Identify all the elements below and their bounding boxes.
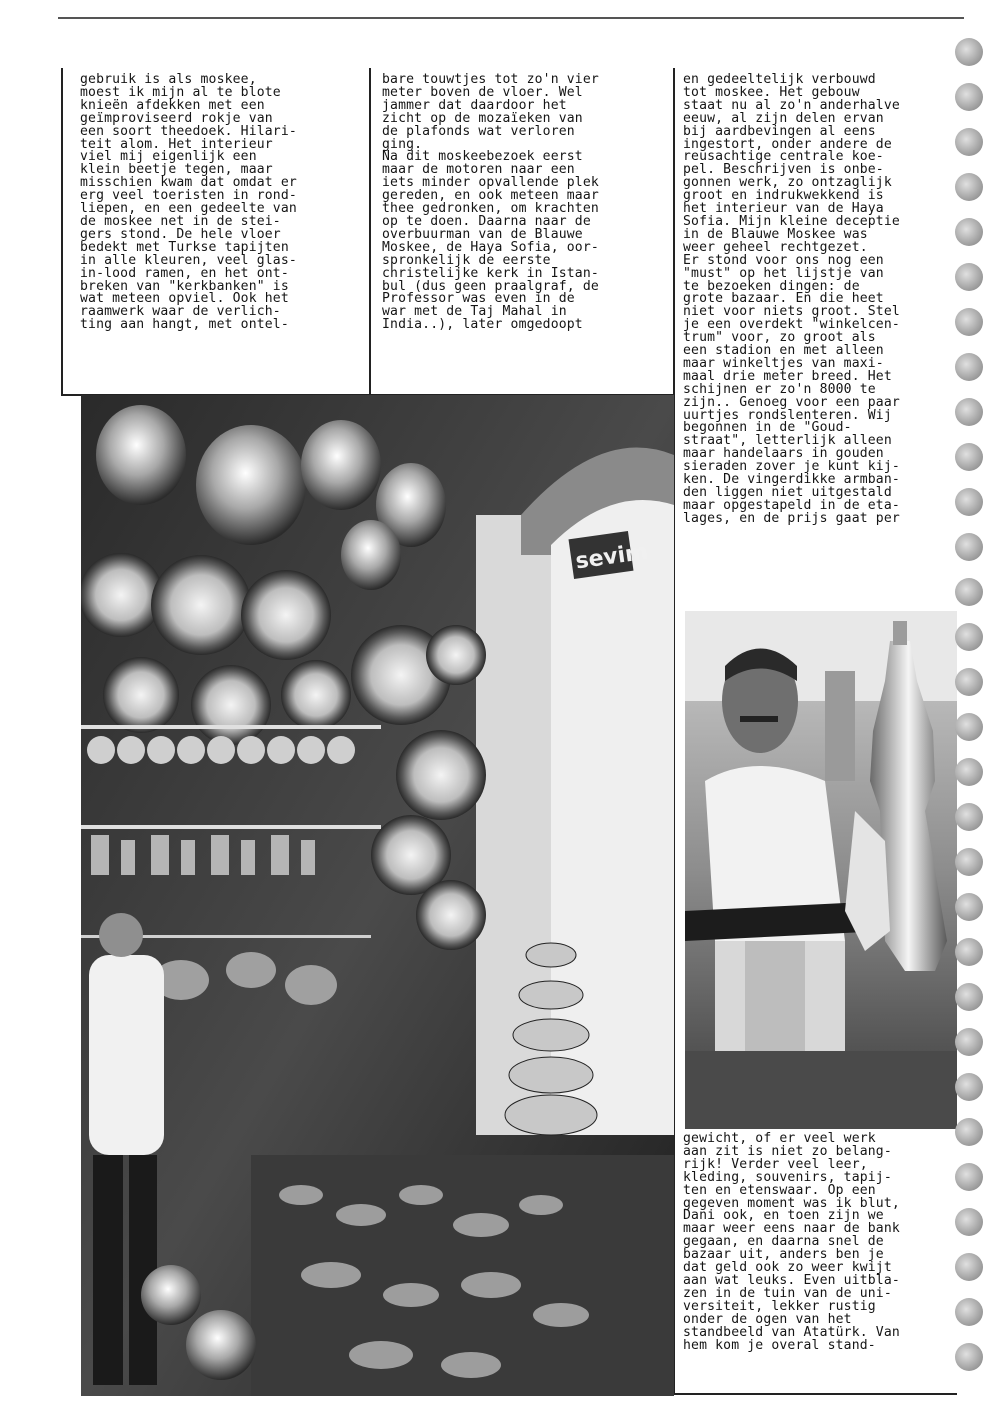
binder-hole	[955, 1343, 983, 1371]
binder-holes	[955, 38, 989, 1404]
text-line: bare touwtjes tot zo'n vier	[382, 72, 599, 87]
text-line: iets minder opvallende plek	[382, 175, 599, 191]
binder-hole	[955, 443, 983, 471]
binder-hole	[955, 758, 983, 786]
text-line: standbeeld van Atatürk. Van	[683, 1324, 900, 1340]
text-line: bul (dus geen praalgraf, de	[382, 278, 599, 294]
text-line: zen in de tuin van de uni-	[683, 1285, 892, 1301]
text-line: Dani ook, en toen zijn we	[683, 1208, 884, 1224]
text-line: India..), later omgedoopt	[382, 317, 583, 333]
text-line: rijk! Verder veel leer,	[683, 1156, 868, 1172]
text-line: de plafonds wat verloren	[382, 123, 575, 139]
text-line: erg veel toeristen in rond-	[80, 188, 297, 204]
binder-hole	[955, 1073, 983, 1101]
text-line: overbuurman van de Blauwe	[382, 226, 583, 242]
text-line: meter boven de vloer. Wel	[382, 84, 583, 100]
binder-hole	[955, 803, 983, 831]
bazaar-man-portrait-photo	[685, 611, 957, 1129]
text-line: in alle kleuren, veel glas-	[80, 252, 297, 268]
binder-hole	[955, 848, 983, 876]
text-line: grote bazaar. En die heet	[683, 291, 884, 307]
text-column-left	[80, 74, 297, 332]
binder-hole	[955, 398, 983, 426]
text-line: breken van "kerkbanken" is	[80, 278, 289, 294]
binder-hole	[955, 38, 983, 66]
text-line: sieraden zover je kunt kij-	[683, 459, 900, 475]
text-line: misschien kwam dat omdat er	[80, 175, 297, 191]
text-line: gebruik is als moskee,	[80, 72, 257, 87]
text-line: versiteit, lekker rustig	[683, 1298, 876, 1314]
text-line: gereden, en ook meteen maar	[382, 188, 599, 204]
text-line: straat", letterlijk alleen	[683, 433, 892, 449]
text-line: gewicht, of er veel werk	[683, 1131, 876, 1146]
text-line: niet voor niets groot. Stel	[683, 304, 900, 320]
text-line: bedekt met Turkse tapijten	[80, 239, 289, 255]
text-line: bazaar uit, anders ben je	[683, 1247, 884, 1263]
text-column-middle	[382, 74, 599, 332]
binder-hole	[955, 1118, 983, 1146]
binder-hole	[955, 218, 983, 246]
text-line: gegaan, en daarna snel de	[683, 1234, 884, 1250]
text-line: trum" voor, zo groot als	[683, 330, 876, 346]
text-line: den liggen niet uitgestald	[683, 485, 892, 500]
text-line: op te doen. Daarna naar de	[382, 213, 591, 229]
binder-hole	[955, 938, 983, 966]
text-line: bij aardbevingen al eens	[683, 123, 876, 139]
text-line: te bezoeken dingen: de	[683, 278, 860, 294]
text-line: klein beetje tegen, maar	[80, 162, 273, 178]
text-line: aan wat leuks. Even uitbla-	[683, 1272, 900, 1288]
text-line: Na dit moskeebezoek eerst	[382, 149, 583, 165]
text-line: maar weer eens naar de bank	[683, 1221, 900, 1237]
shop-sign-text: sevim	[574, 539, 650, 575]
text-line: Professor was even in de	[382, 291, 575, 307]
text-line: liepen, en een gedeelte van	[80, 201, 297, 217]
text-line: maar opgestapeld in de eta-	[683, 497, 900, 513]
binder-hole	[955, 983, 983, 1011]
text-line: eeuw, al zijn delen ervan	[683, 110, 884, 126]
text-line: teit alom. Het interieur	[80, 136, 273, 152]
text-line: ten en etenswaar. Op een	[683, 1182, 876, 1198]
text-line: jammer dat daardoor het	[382, 97, 567, 113]
bazaar-shop-photo	[81, 395, 674, 1396]
text-line: ting aan hangt, met ontel-	[80, 317, 289, 333]
text-line: maar handelaars in gouden	[683, 446, 884, 462]
binder-hole	[955, 308, 983, 336]
text-line: gers stond. De hele vloer	[80, 226, 281, 242]
column-rule-middle-left	[369, 68, 371, 396]
binder-hole	[955, 83, 983, 111]
text-line: dat geld ook zo weer kwijt	[683, 1260, 892, 1276]
text-line: geïmproviseerd rokje van	[80, 110, 273, 126]
text-line: gonnen werk, zo ontzaglijk	[683, 175, 892, 191]
text-line: schijnen er zo'n 8000 te	[683, 381, 876, 397]
text-line: "must" op het lijstje van	[683, 265, 884, 281]
text-line: maal drie meter breed. Het	[683, 368, 892, 384]
text-line: zicht op de mozaïeken van	[382, 110, 583, 126]
text-line: in-lood ramen, en het ont-	[80, 265, 289, 281]
text-line: tot moskee. Het gebouw	[683, 84, 860, 100]
binder-hole	[955, 1028, 983, 1056]
text-line: een soort theedoek. Hilari-	[80, 123, 297, 139]
text-line: je een overdekt "winkelcen-	[683, 317, 900, 333]
text-line: weer geheel rechtgezet.	[683, 239, 868, 255]
binder-hole	[955, 173, 983, 201]
text-column-right-bottom	[683, 1133, 900, 1352]
top-rule	[58, 17, 964, 19]
text-line: maar winkeltjes van maxi-	[683, 355, 884, 371]
text-line: Moskee, de Haya Sofia, oor-	[382, 239, 599, 255]
text-line: een stadion en met alleen	[683, 343, 884, 359]
binder-hole	[955, 668, 983, 696]
text-line: wat meteen opviel. Ook het	[80, 291, 289, 307]
binder-hole	[955, 128, 983, 156]
column-rule-left	[61, 68, 63, 396]
binder-hole	[955, 1163, 983, 1191]
text-line: christelijke kerk in Istan-	[382, 265, 599, 281]
text-line: kleding, souvenirs, tapij-	[683, 1169, 892, 1185]
binder-hole	[955, 623, 983, 651]
binder-hole	[955, 1298, 983, 1326]
text-line: gegeven moment was ik blut,	[683, 1195, 900, 1211]
text-line: groot en indrukwekkend is	[683, 188, 884, 204]
text-line: raamwerk waar de verlich-	[80, 304, 281, 320]
binder-hole	[955, 1208, 983, 1236]
text-line: maar de motoren naar een	[382, 162, 575, 178]
binder-hole	[955, 488, 983, 516]
text-line: zijn.. Genoeg voor een paar	[683, 394, 900, 410]
text-line: in de Blauwe Moskee was	[683, 226, 868, 242]
text-line: Er stond voor ons nog een	[683, 252, 884, 268]
right-column-bottom-rule	[673, 1393, 957, 1395]
text-line: viel mij eigenlijk een	[80, 149, 257, 165]
text-line: uurtjes rondslenteren. Wij	[683, 407, 892, 423]
man-portrait-illustration	[685, 611, 957, 1129]
binder-hole	[955, 533, 983, 561]
text-line: de moskee net in de stei-	[80, 213, 281, 229]
text-line: spronkelijk de eerste	[382, 252, 551, 268]
binder-hole	[955, 353, 983, 381]
text-line: lages, en de prijs gaat per	[683, 510, 900, 526]
text-line: onder de ogen van het	[683, 1311, 852, 1327]
binder-hole	[955, 1253, 983, 1281]
binder-hole	[955, 713, 983, 741]
text-line: ingestort, onder andere de	[683, 136, 892, 152]
text-line: reusachtige centrale koe-	[683, 149, 884, 165]
text-line: moest ik mijn al te blote	[80, 84, 281, 100]
text-line: aan zit is niet zo belang-	[683, 1143, 892, 1159]
text-line: ging.	[382, 136, 423, 152]
bazaar-shop-illustration	[81, 395, 674, 1396]
text-line: knieën afdekken met een	[80, 97, 265, 113]
text-line: staat nu al zo'n anderhalve	[683, 97, 900, 113]
text-line: het interieur van de Haya	[683, 201, 884, 217]
text-line: ken. De vingerdikke armban-	[683, 472, 900, 488]
binder-hole	[955, 893, 983, 921]
text-line: thee gedronken, om krachten	[382, 201, 599, 217]
binder-hole	[955, 263, 983, 291]
text-line: en gedeeltelijk verbouwd	[683, 72, 876, 87]
text-line: Sofia. Mijn kleine deceptie	[683, 213, 900, 229]
text-column-right-top	[683, 74, 900, 526]
column-rule-middle-right	[673, 68, 675, 396]
text-line: pel. Beschrijven is onbe-	[683, 162, 884, 178]
text-line: begonnen in de "Goud-	[683, 420, 852, 436]
binder-hole	[955, 578, 983, 606]
text-line: war met de Taj Mahal in	[382, 304, 567, 320]
text-line: hem kom je overal stand-	[683, 1337, 876, 1353]
